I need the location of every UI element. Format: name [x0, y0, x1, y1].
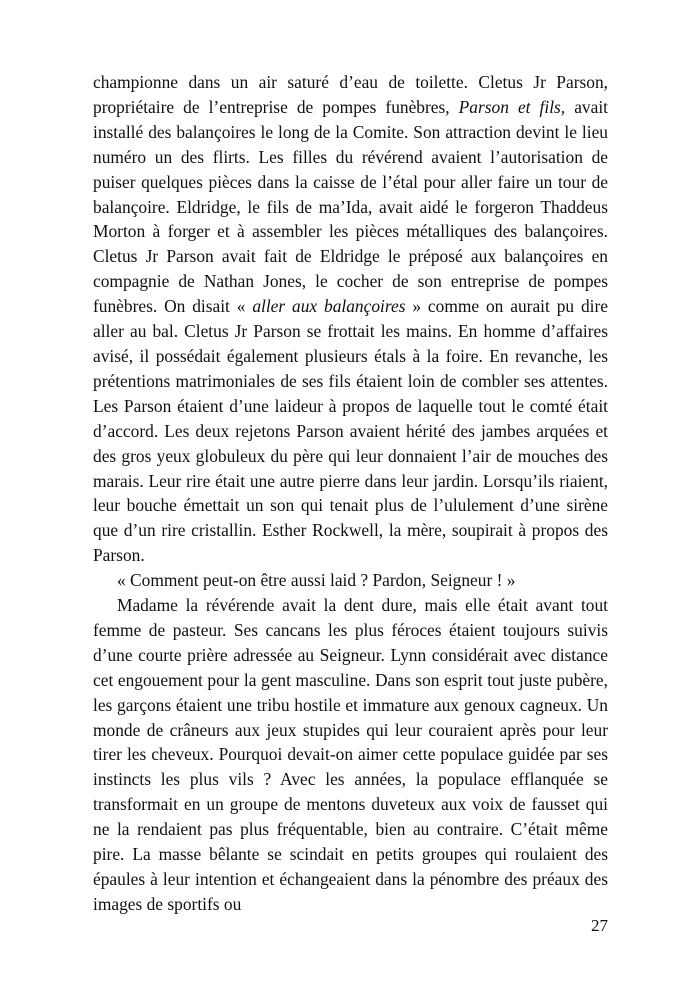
paragraph-1	[93, 70, 608, 568]
paragraph-1-text-c: » comme on aurait pu dire aller au bal. Cletus Jr Parson se frottait les mains. En homme d’affaires avisé, il possédait également plusieurs étals à la foire. En revanche, les prétentions matrimoniales de ses fils étaient loin de combler ses attentes. Les Parson étaient d’une laideur à propos de laquelle tout le comté était d’accord. Les deux rejetons Parson avaient hérité des jambes arquées et des gros yeux globuleux du père qui leur donnaient l’air de mouches des marais. Leur rire était une autre pierre dans leur jardin. Lorsqu’ils riaient, leur bouche émettait un son qui tenait plus de l’ululement d’une sirène que d’un rire cristallin. Esther Rockwell, la mère, soupirait à propos des Parson.	[93, 296, 608, 566]
dialogue-line: « Comment peut-on être aussi laid ? Pardon, Seigneur ! »	[117, 570, 516, 591]
paragraph-2: Madame la révérende avait la dent dure, mais elle était avant tout femme de pasteur. Ses cancans les plus féroces étaient toujours suivis d’une courte prière adressée au Seigneur. Lynn considérait avec distance cet engouement pour la gent masculine. Dans son esprit tout juste pubère, les garçons étaient une tribu hostile et immature aux genoux cagneux. Un monde de crâneurs aux jeux stupides qui leur couraient après pour leur tirer les cheveux. Pourquoi devait-on aimer cette populace guidée par ses instincts les plus vils ? Avec les années, la populace efflanquée se transformait en un groupe de mentons duveteux aux voix de fausset qui ne la rendaient pas plus fréquentable, bien au contraire. C’était même pire. La masse bêlante se scindait en petits groupes qui roulaient des épaules à leur intention et échangeaient dans la pénombre des préaux des images de sportifs ou	[93, 595, 608, 914]
paragraph-1-text-b: avait installé des balançoires le long de la Comite. Son attraction devint le lieu numéro un des flirts. Les filles du révérend avaient l’autorisation de puiser quelques pièces dans la caisse de l’étal pour aller faire un tour de balançoire. Eldridge, le fils de ma’Ida, avait aidé le forgeron Thaddeus Morton à forger et à assembler les pièces métalliques des balançoires. Cletus Jr Parson avait fait de Eldridge le préposé aux balançoires en compagnie de Nathan Jones, le cocher de son entreprise de pompes funèbres. On disait «	[93, 96, 608, 317]
italic-business-name: Parson et fils,	[458, 96, 566, 117]
italic-quote-phrase: aller aux balançoires	[252, 296, 406, 317]
paragraph-1-text-a: championne dans un air saturé d’eau de toilette. Cletus Jr Parson, propriétaire de l’entreprise de pompes funèbres,	[93, 72, 608, 117]
page-number: 27	[591, 916, 608, 935]
book-page-text	[93, 70, 608, 917]
